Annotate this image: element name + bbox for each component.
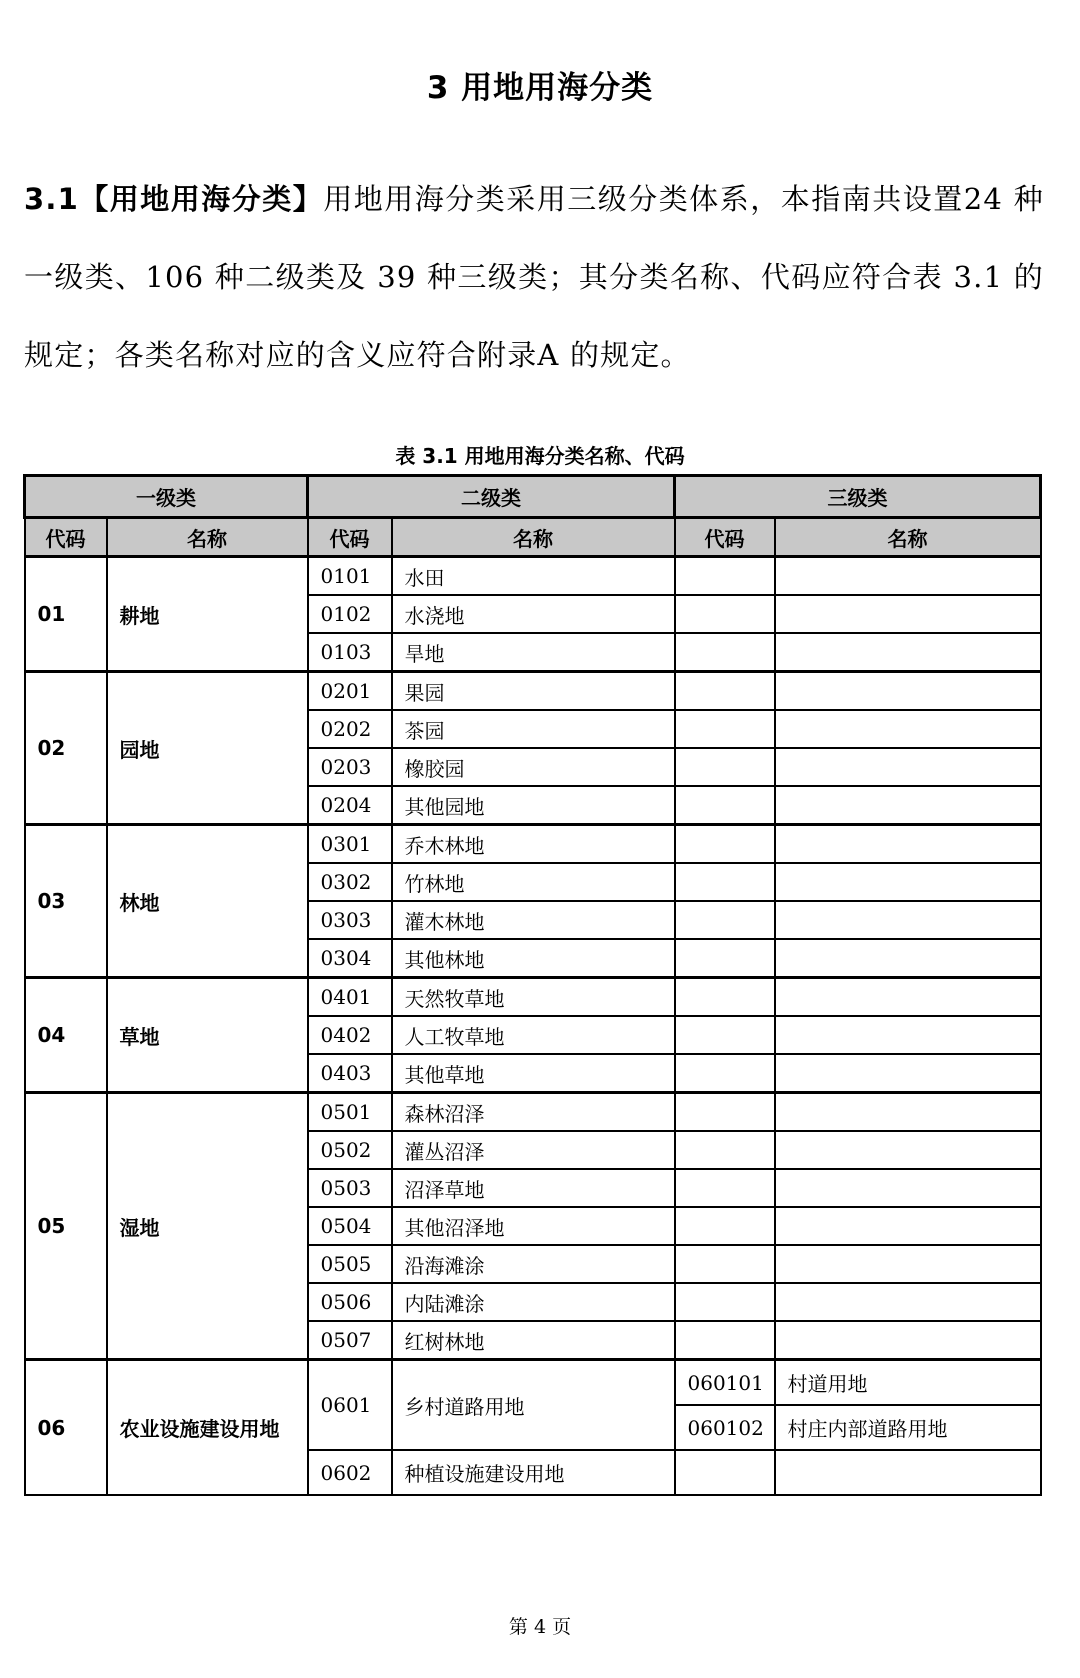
level2-name: 旱地 (392, 633, 675, 672)
level3-name-empty (775, 1093, 1041, 1132)
level2-name: 竹林地 (392, 863, 675, 901)
level2-name: 乔木林地 (392, 825, 675, 864)
level3-name-empty (775, 710, 1041, 748)
level3-code-empty (675, 1450, 775, 1495)
level2-name: 红树林地 (392, 1321, 675, 1360)
level3-code-empty (675, 557, 775, 596)
level3-name-empty (775, 863, 1041, 901)
header-l1-code: 代码 (25, 518, 107, 557)
level3-name-empty (775, 786, 1041, 825)
level3-code: 060101 (675, 1360, 775, 1406)
header-l2-name: 名称 (392, 518, 675, 557)
level3-name-empty (775, 1131, 1041, 1169)
level3-code-empty (675, 1016, 775, 1054)
level3-name-empty (775, 1283, 1041, 1321)
level3-code-empty (675, 595, 775, 633)
level2-code: 0304 (308, 939, 392, 978)
level3-code-empty (675, 1207, 775, 1245)
level3-name: 村道用地 (775, 1360, 1041, 1406)
level3-name-empty (775, 672, 1041, 711)
header-level-1: 一级类 (25, 476, 308, 518)
level2-code: 0504 (308, 1207, 392, 1245)
level2-code: 0403 (308, 1054, 392, 1093)
level1-name: 林地 (107, 825, 308, 978)
level2-code: 0302 (308, 863, 392, 901)
level2-code: 0303 (308, 901, 392, 939)
level3-name-empty (775, 595, 1041, 633)
level2-name: 天然牧草地 (392, 978, 675, 1017)
level2-name: 其他沼泽地 (392, 1207, 675, 1245)
level2-name: 茶园 (392, 710, 675, 748)
level3-name-empty (775, 1169, 1041, 1207)
level2-code: 0503 (308, 1169, 392, 1207)
level2-code: 0102 (308, 595, 392, 633)
level3-code-empty (675, 1093, 775, 1132)
level2-name: 乡村道路用地 (392, 1360, 675, 1451)
section-paragraph (24, 160, 1044, 394)
header-l2-code: 代码 (308, 518, 392, 557)
level3-name-empty (775, 901, 1041, 939)
level1-name: 耕地 (107, 557, 308, 672)
level3-code-empty (675, 825, 775, 864)
level2-code: 0505 (308, 1245, 392, 1283)
level1-name: 农业设施建设用地 (107, 1360, 308, 1496)
level2-name: 其他园地 (392, 786, 675, 825)
level3-name-empty (775, 1016, 1041, 1054)
level2-name: 水田 (392, 557, 675, 596)
header-level-2: 二级类 (308, 476, 675, 518)
level2-name: 内陆滩涂 (392, 1283, 675, 1321)
level2-name: 人工牧草地 (392, 1016, 675, 1054)
level1-code: 02 (25, 672, 107, 825)
level3-code-empty (675, 710, 775, 748)
level2-code: 0402 (308, 1016, 392, 1054)
level2-code: 0101 (308, 557, 392, 596)
table-row (25, 978, 1041, 1017)
level3-code-empty (675, 1283, 775, 1321)
level2-name: 橡胶园 (392, 748, 675, 786)
level3-code-empty (675, 1321, 775, 1360)
level3-code-empty (675, 633, 775, 672)
level3-name-empty (775, 978, 1041, 1017)
table-row (25, 1093, 1041, 1132)
clause-text: 用地用海分类采用三级分类体系，本指南共设置24 种一级类、106 种二级类及 39 种三级类；其分类名称、代码应符合表 3.1 的规定；各类名称对应的含义应符合附录A 的规定。 (24, 182, 1044, 372)
level2-code: 0506 (308, 1283, 392, 1321)
level3-name: 村庄内部道路用地 (775, 1405, 1041, 1450)
table-row (25, 672, 1041, 711)
table-body (25, 557, 1041, 1496)
level1-code: 03 (25, 825, 107, 978)
section-title: 3 用地用海分类 (426, 70, 654, 106)
level3-name-empty (775, 1321, 1041, 1360)
level3-code-empty (675, 978, 775, 1017)
level3-name-empty (775, 1450, 1041, 1495)
level2-code: 0203 (308, 748, 392, 786)
level2-code: 0401 (308, 978, 392, 1017)
level1-name: 园地 (107, 672, 308, 825)
level3-name-empty (775, 557, 1041, 596)
level3-name-empty (775, 748, 1041, 786)
level2-name: 其他草地 (392, 1054, 675, 1093)
level3-code-empty (675, 748, 775, 786)
level3-code-empty (675, 786, 775, 825)
header-level-3: 三级类 (675, 476, 1041, 518)
header-l3-code: 代码 (675, 518, 775, 557)
level1-code: 01 (25, 557, 107, 672)
sub-header-row (25, 518, 1041, 557)
level3-code: 060102 (675, 1405, 775, 1450)
header-l1-name: 名称 (107, 518, 308, 557)
level2-name: 其他林地 (392, 939, 675, 978)
level1-code: 05 (25, 1093, 107, 1360)
level2-code: 0202 (308, 710, 392, 748)
level2-name: 种植设施建设用地 (392, 1450, 675, 1495)
level2-name: 沿海滩涂 (392, 1245, 675, 1283)
level3-code-empty (675, 1131, 775, 1169)
level1-code: 04 (25, 978, 107, 1093)
level1-name: 草地 (107, 978, 308, 1093)
level3-code-empty (675, 901, 775, 939)
level3-code-empty (675, 672, 775, 711)
level1-name: 湿地 (107, 1093, 308, 1360)
table-row (25, 1360, 1041, 1406)
table-caption: 表 3.1 用地用海分类名称、代码 (395, 444, 685, 468)
level2-name: 森林沼泽 (392, 1093, 675, 1132)
level2-code: 0502 (308, 1131, 392, 1169)
level2-name: 果园 (392, 672, 675, 711)
level2-code: 0301 (308, 825, 392, 864)
level1-code: 06 (25, 1360, 107, 1496)
page-number: 第 4 页 (508, 1616, 572, 1638)
classification-table (23, 474, 1042, 1496)
clause-lead: 3.1【用地用海分类】 (24, 182, 324, 216)
level2-code: 0602 (308, 1450, 392, 1495)
level3-name-empty (775, 1054, 1041, 1093)
level3-code-empty (675, 1054, 775, 1093)
level2-name: 水浇地 (392, 595, 675, 633)
level3-name-empty (775, 825, 1041, 864)
level2-name: 灌木林地 (392, 901, 675, 939)
table-row (25, 825, 1041, 864)
level2-code: 0204 (308, 786, 392, 825)
table-row (25, 557, 1041, 596)
level3-code-empty (675, 863, 775, 901)
header-l3-name: 名称 (775, 518, 1041, 557)
level3-code-empty (675, 1245, 775, 1283)
level2-code: 0501 (308, 1093, 392, 1132)
level-header-row (25, 476, 1041, 518)
level3-name-empty (775, 633, 1041, 672)
level3-name-empty (775, 1207, 1041, 1245)
level2-name: 灌丛沼泽 (392, 1131, 675, 1169)
level3-code-empty (675, 939, 775, 978)
level3-code-empty (675, 1169, 775, 1207)
level2-code: 0103 (308, 633, 392, 672)
level3-name-empty (775, 939, 1041, 978)
level3-name-empty (775, 1245, 1041, 1283)
level2-code: 0601 (308, 1360, 392, 1451)
level2-code: 0201 (308, 672, 392, 711)
level2-name: 沼泽草地 (392, 1169, 675, 1207)
level2-code: 0507 (308, 1321, 392, 1360)
